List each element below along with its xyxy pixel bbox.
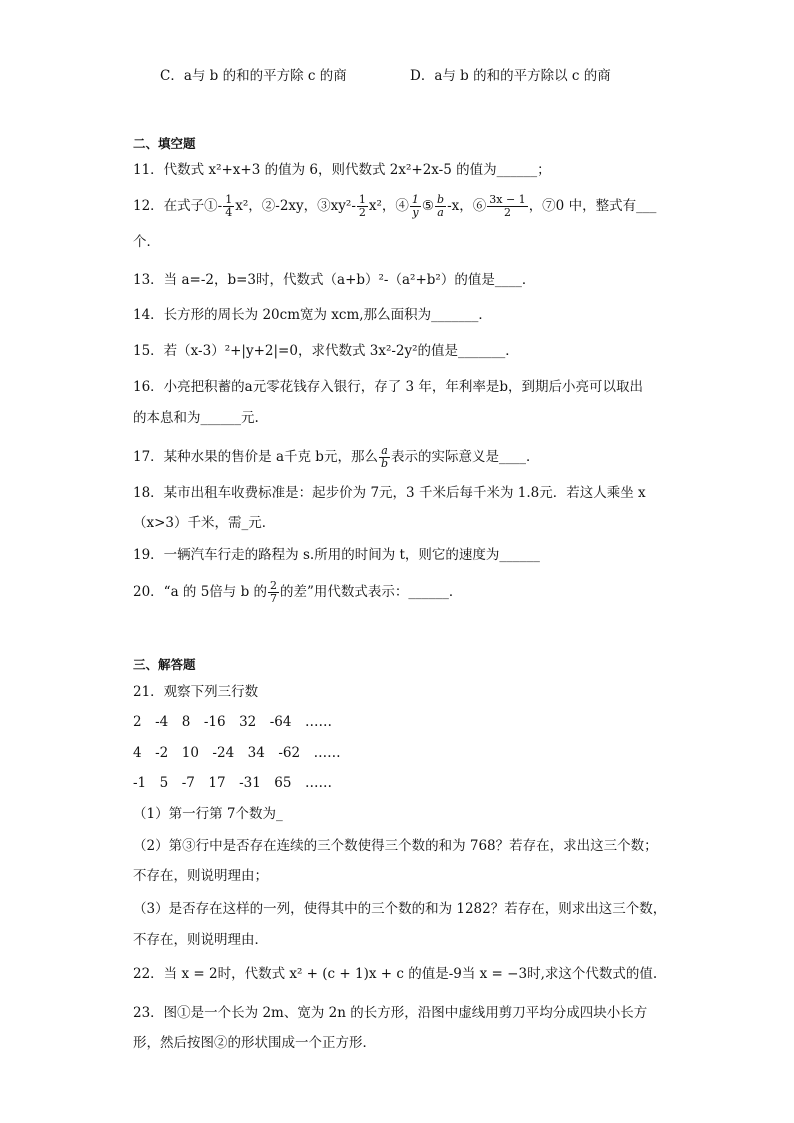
choice-c: C．a与 b 的和的平方除 c 的商 — [160, 68, 347, 84]
question-15: 15．若（x-3）²+|y+2|=0，求代数式 3x²-2y²的值是_______． — [133, 343, 519, 359]
fraction-numerator: 1 — [411, 193, 419, 206]
fraction-denominator: 2 — [503, 206, 511, 219]
question-19: 19．一辆汽车行走的路程为 s.所用的时间为 t，则它的速度为______ — [133, 547, 540, 563]
fraction-a-over-b — [379, 445, 390, 470]
q12-text-mid1: x²，②-2xy，③xy²- — [235, 198, 356, 214]
number-row-3: -1 5 -7 17 -31 65 …… — [133, 775, 332, 791]
fraction-one-over-y — [410, 194, 421, 219]
q12-text-post: ，⑦0 中，整式有___ — [528, 198, 657, 214]
question-21: 21．观察下列三行数 — [133, 684, 259, 700]
question-22: 22．当 x = 2时，代数式 x² + (c + 1)x + c 的值是-9当 x = −3时,求这个代数式的值. — [133, 966, 658, 982]
question-18-continued: （x>3）千米，需_元． — [133, 515, 276, 531]
question-13: 13．当 a=-2，b=3时，代数式（a+b）²-（a²+b²）的值是____． — [133, 272, 536, 288]
question-20 — [133, 580, 462, 605]
question-23: 23．图①是一个长为 2m、宽为 2n 的长方形，沿图中虚线用剪刀平均分成四块小长方 — [133, 1005, 648, 1021]
question-12-continued: 个． — [133, 234, 160, 250]
fraction-denominator: y — [412, 206, 419, 219]
question-21-part-1: （1）第一行第 7个数为_ — [133, 806, 283, 822]
section-heading-fill: 二、填空题 — [133, 136, 196, 151]
fraction-numerator: 2 — [270, 579, 278, 592]
question-14: 14．长方形的周长为 20cm宽为 xcm,那么面积为_______． — [133, 307, 492, 323]
choice-d: D．a与 b 的和的平方除以 c 的商 — [410, 68, 611, 84]
q20-text-pre: 20．“a 的 5倍与 b 的 — [133, 584, 268, 600]
q12-text-mid3: ⑤ — [421, 198, 435, 214]
number-row-2: 4 -2 10 -24 34 -62 …… — [133, 745, 341, 761]
fraction-denominator: b — [380, 457, 388, 470]
section-heading-answer: 三、解答题 — [133, 657, 196, 672]
question-16-continued: 的本息和为______元. — [133, 410, 259, 426]
fraction-numerator: b — [437, 193, 445, 206]
question-21-part-3-continued: 不存在，则说明理由． — [133, 932, 268, 948]
question-18: 18．某市出租车收费标准是：起步价为 7元，3 千米后每千米为 1.8元．若这人乘坐 x — [133, 485, 646, 501]
fraction-denominator: a — [437, 206, 444, 219]
fraction-two-sevenths — [268, 580, 279, 605]
q12-text-pre: 12．在式子①- — [133, 198, 223, 214]
fraction-denominator: 2 — [358, 206, 366, 219]
q20-text-post: 的差”用代数式表示：______． — [280, 584, 463, 600]
fraction-denominator: 4 — [225, 206, 233, 219]
q12-text-mid4: -x，⑥ — [447, 198, 487, 214]
fraction-quarter — [223, 194, 234, 219]
q17-text-post: 表示的实际意义是____． — [391, 449, 540, 465]
question-17 — [133, 445, 540, 470]
fraction-denominator: 7 — [270, 592, 278, 605]
question-21-part-3: （3）是否存在这样的一列，使得其中的三个数的和为 1282？若存在，则求出这三个数， — [133, 901, 667, 917]
fraction-numerator: a — [379, 445, 390, 458]
question-21-part-2: （2）第③行中是否存在连续的三个数使得三个数的和为 768？若存在，求出这三个数； — [133, 838, 658, 854]
fraction-numerator: 1 — [225, 193, 233, 206]
number-row-1: 2 -4 8 -16 32 -64 …… — [133, 714, 332, 730]
fraction-numerator: 1 — [358, 193, 366, 206]
fraction-b-over-a — [435, 194, 446, 219]
question-23-continued: 形，然后按图②的形状围成一个正方形． — [133, 1035, 376, 1051]
fraction-3x-minus-1-over-2 — [487, 194, 527, 219]
question-11: 11．代数式 x²+x+3 的值为 6，则代数式 2x²+2x-5 的值为______； — [133, 162, 551, 178]
fraction-numerator: 3x − 1 — [489, 193, 526, 206]
q17-text-pre: 17．某种水果的售价是 a千克 b元，那么 — [133, 449, 378, 465]
question-21-part-2-continued: 不存在，则说明理由； — [133, 868, 268, 884]
q12-text-mid2: x²，④ — [368, 198, 409, 214]
question-16: 16．小亮把积蓄的a元零花钱存入银行，存了 3 年，年利率是b，到期后小亮可以取出 — [133, 379, 644, 395]
question-12 — [133, 194, 656, 219]
fraction-half — [357, 194, 368, 219]
